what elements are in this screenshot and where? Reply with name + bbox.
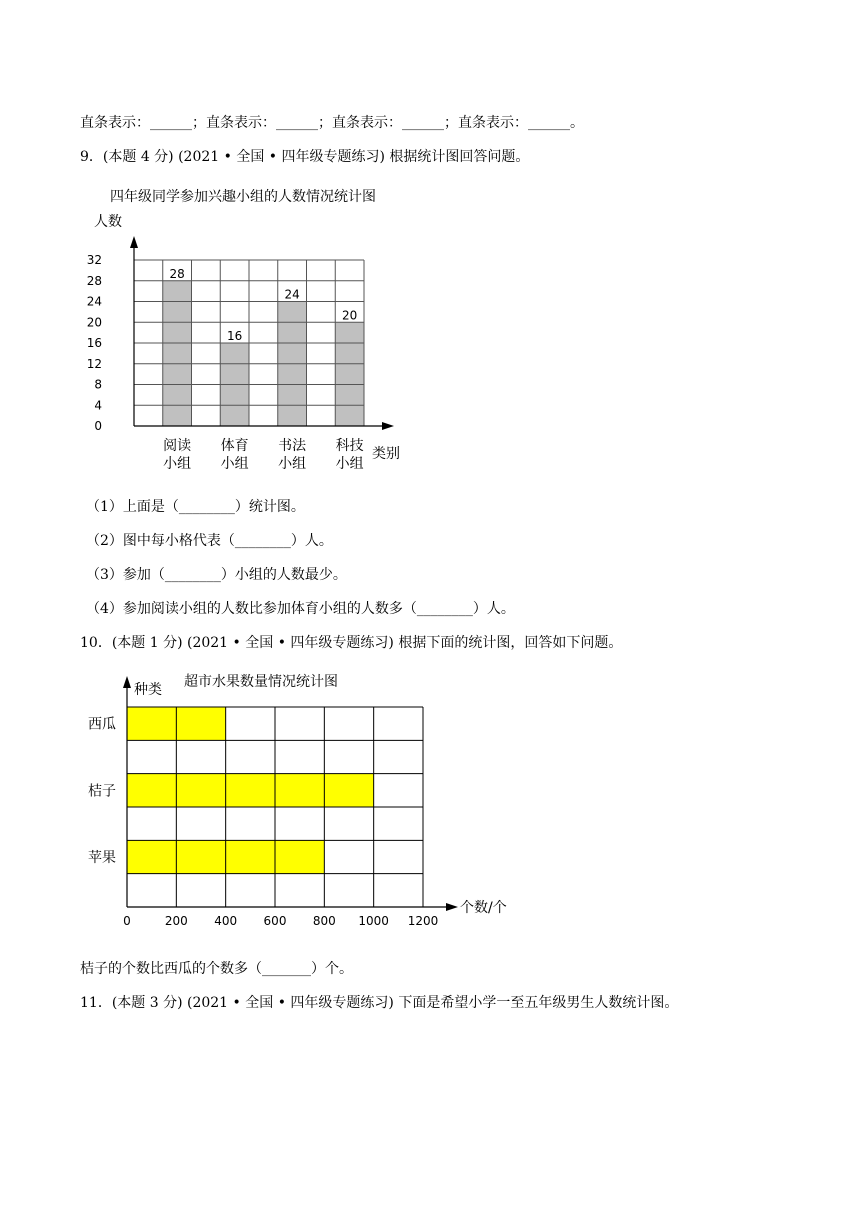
question-9-sub-3: （3）参加（________）小组的人数最少。 xyxy=(86,567,347,583)
question-10-stem: 10．(本题 1 分) (2021 • 全国 • 四年级专题练习) 根据下面的统计图，回答如下问题。 xyxy=(80,635,623,651)
x-tick-label: 400 xyxy=(214,914,238,928)
x-tick-label: 书法 xyxy=(278,438,307,454)
question-9-sub-1: （1）上面是（________）统计图。 xyxy=(86,499,305,515)
category-label: 苹果 xyxy=(88,850,116,866)
question-10-text: 桔子的个数比西瓜的个数多（_______）个。 xyxy=(80,961,353,977)
x-tick-label: 体育 xyxy=(220,438,249,454)
y-tick-label: 24 xyxy=(86,294,102,309)
bar xyxy=(163,281,192,426)
y-tick-label: 16 xyxy=(86,336,102,350)
data-label: 28 xyxy=(169,266,185,281)
x-axis-label: 个数/个 xyxy=(460,900,507,916)
x-tick-label: 小组 xyxy=(335,456,364,472)
question-9-sub-4: （4）参加阅读小组的人数比参加体育小组的人数多（________）人。 xyxy=(86,601,515,617)
x-tick-label: 科技 xyxy=(335,438,364,454)
x-tick-label: 1000 xyxy=(358,914,389,928)
x-tick-label: 600 xyxy=(263,914,287,928)
chart-interest-groups xyxy=(80,180,420,480)
x-tick-label: 800 xyxy=(312,914,336,928)
category-label: 西瓜 xyxy=(88,716,116,733)
y-tick-label: 32 xyxy=(86,253,102,267)
blank-fill-line: 直条表示：______；直条表示：______；直条表示：______；直条表示：______。 xyxy=(80,115,584,131)
x-axis-label: 类别 xyxy=(372,446,400,462)
x-tick-label: 小组 xyxy=(278,456,307,472)
question-9-stem: 9．(本题 4 分) (2021 • 全国 • 四年级专题练习) 根据统计图回答问题。 xyxy=(80,149,530,165)
chart-fruit-quantity xyxy=(80,664,520,934)
chart-title: 四年级同学参加兴趣小组的人数情况统计图 xyxy=(110,189,376,205)
data-label: 24 xyxy=(284,287,300,302)
y-axis-arrow xyxy=(130,236,138,248)
category-label: 桔子 xyxy=(88,783,116,800)
question-11-stem: 11．(本题 3 分) (2021 • 全国 • 四年级专题练习) 下面是希望小学一至五年级男生人数统计图。 xyxy=(80,995,679,1011)
x-tick-label: 小组 xyxy=(163,456,192,472)
y-axis-label: 人数 xyxy=(94,214,122,230)
bar xyxy=(127,774,374,807)
bar xyxy=(335,322,364,426)
x-tick-label: 阅读 xyxy=(163,438,192,454)
y-tick-label: 12 xyxy=(86,356,102,371)
y-tick-label: 4 xyxy=(94,398,102,413)
data-label: 16 xyxy=(226,329,243,343)
data-label: 20 xyxy=(341,308,358,323)
x-axis-arrow xyxy=(382,422,394,430)
chart-title: 超市水果数量情况统计图 xyxy=(184,674,338,690)
y-tick-label: 8 xyxy=(94,377,102,392)
y-tick-label: 28 xyxy=(86,273,102,288)
x-axis-arrow xyxy=(446,903,458,911)
x-tick-label: 1200 xyxy=(407,914,439,928)
x-tick-label: 0 xyxy=(123,914,131,928)
question-9-sub-2: （2）图中每小格代表（________）人。 xyxy=(86,533,333,549)
y-tick-label: 20 xyxy=(86,315,102,330)
y-tick-label: 0 xyxy=(94,419,102,433)
y-axis-arrow xyxy=(123,676,131,688)
y-axis-label: 种类 xyxy=(134,682,162,698)
x-tick-label: 200 xyxy=(164,914,188,928)
x-tick-label: 小组 xyxy=(220,456,249,472)
